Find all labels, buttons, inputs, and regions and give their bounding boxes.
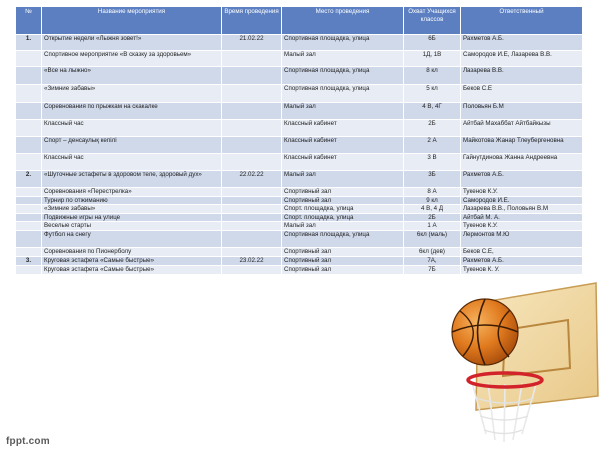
cell-date [222, 85, 282, 103]
table-row [16, 213, 583, 222]
cell-place: Спортивный зал [282, 188, 404, 197]
cell-date [222, 213, 282, 222]
cell-place: Спортивная площадка, улица [282, 35, 404, 51]
cell-coverage: 4 В, 4 Д [404, 205, 461, 214]
cell-date [222, 205, 282, 214]
cell-num [16, 51, 42, 67]
header-place: Место проведения [282, 7, 404, 35]
cell-responsible: Тукенов К. У. [461, 265, 583, 274]
cell-num [16, 67, 42, 85]
cell-num [16, 188, 42, 197]
table-row [16, 188, 583, 197]
table-row [16, 51, 583, 67]
table-body [16, 35, 583, 275]
cell-place: Спортивный зал [282, 247, 404, 256]
cell-num: 1. [16, 35, 42, 51]
cell-coverage: 1Д, 1В [404, 51, 461, 67]
cell-num [16, 196, 42, 205]
cell-place: Спортивная площадка, улица [282, 85, 404, 103]
cell-date [222, 230, 282, 247]
cell-coverage: 1 А [404, 222, 461, 231]
cell-date [222, 196, 282, 205]
cell-date [222, 67, 282, 85]
cell-responsible: Тукенов К.У. [461, 188, 583, 197]
cell-place: Классный кабинет [282, 154, 404, 171]
cell-num [16, 247, 42, 256]
cell-name: «Все на лыжно» [42, 67, 222, 85]
cell-coverage: 3 В [404, 154, 461, 171]
cell-name: Соревнования по Пионерболу [42, 247, 222, 256]
cell-coverage: 9 кл [404, 196, 461, 205]
cell-place: Спортивный зал [282, 256, 404, 265]
cell-num [16, 222, 42, 231]
table-row [16, 265, 583, 274]
table-row [16, 85, 583, 103]
table-row [16, 103, 583, 120]
cell-place: Спортивная площадка, улица [282, 230, 404, 247]
table-header-row [16, 7, 583, 35]
table-row [16, 120, 583, 137]
basketball-icon [452, 299, 518, 365]
cell-place: Классный кабинет [282, 137, 404, 154]
cell-date: 23.02.22 [222, 256, 282, 265]
cell-name: «Зимние забавы» [42, 85, 222, 103]
table-row [16, 222, 583, 231]
cell-num [16, 265, 42, 274]
cell-name: Веселые старты [42, 222, 222, 231]
cell-coverage: 8 кл [404, 67, 461, 85]
cell-coverage: 8 А [404, 188, 461, 197]
cell-coverage: 2Б [404, 120, 461, 137]
cell-num [16, 154, 42, 171]
cell-name: «Зимние забавы» [42, 205, 222, 214]
cell-name: Круговая эстафета «Самые быстрые» [42, 265, 222, 274]
cell-name: Спорт – денсаулық кепілі [42, 137, 222, 154]
table-row [16, 154, 583, 171]
cell-responsible: Гайнутдинова Жанна Андреевна [461, 154, 583, 171]
cell-responsible: Рахметов А.Б. [461, 35, 583, 51]
cell-date [222, 103, 282, 120]
header-date: Время проведения [222, 7, 282, 35]
cell-responsible: Рахметов А.Б. [461, 256, 583, 265]
events-table [15, 6, 583, 275]
cell-place: Классный кабинет [282, 120, 404, 137]
cell-coverage: 2 А [404, 137, 461, 154]
table-row [16, 137, 583, 154]
cell-date: 21.02.22 [222, 35, 282, 51]
table-row [16, 247, 583, 256]
cell-coverage: 3Б [404, 171, 461, 188]
cell-name: Соревнования «Перестрелка» [42, 188, 222, 197]
header-name: Название мероприятия [42, 7, 222, 35]
cell-date [222, 247, 282, 256]
cell-place: Малый зал [282, 103, 404, 120]
cell-coverage: 2Б [404, 213, 461, 222]
cell-responsible: Лермонтов М.Ю [461, 230, 583, 247]
cell-place: Малый зал [282, 51, 404, 67]
events-table-container [15, 6, 582, 275]
header-responsible: Ответственный [461, 7, 583, 35]
table-row [16, 230, 583, 247]
cell-place: Спортивная площадка, улица [282, 67, 404, 85]
cell-place: Спорт. площадка, улица [282, 205, 404, 214]
cell-name: Круговая эстафета «Самые быстрые» [42, 256, 222, 265]
cell-num [16, 205, 42, 214]
cell-date [222, 188, 282, 197]
cell-coverage: 6Б [404, 35, 461, 51]
header-coverage: Охват Учащихся классов [404, 7, 461, 35]
cell-place: Спорт. площадка, улица [282, 213, 404, 222]
cell-name: Соревнования по прыжкам на скакалке [42, 103, 222, 120]
cell-name: «Шуточные эстафеты в здоровом теле, здоровый дух» [42, 171, 222, 188]
cell-name: Турнир по отжиманию [42, 196, 222, 205]
table-row [16, 171, 583, 188]
cell-coverage: 7А, [404, 256, 461, 265]
cell-num [16, 137, 42, 154]
cell-date [222, 137, 282, 154]
cell-num [16, 230, 42, 247]
cell-num [16, 103, 42, 120]
cell-coverage: 4 В, 4Г [404, 103, 461, 120]
cell-place: Малый зал [282, 222, 404, 231]
cell-place: Спортивный зал [282, 196, 404, 205]
cell-responsible: Беков С.Е [461, 85, 583, 103]
cell-name: Спортивное мероприятие «В сказку за здоровьем» [42, 51, 222, 67]
cell-date [222, 120, 282, 137]
cell-responsible: Тукенов К.У. [461, 222, 583, 231]
cell-name: Классный час [42, 154, 222, 171]
cell-responsible: Беков С.Е, [461, 247, 583, 256]
cell-responsible: Лазарева В.В., Половьян В.М [461, 205, 583, 214]
cell-coverage: 5 кл [404, 85, 461, 103]
cell-num: 3. [16, 256, 42, 265]
cell-coverage: 6кл (маль) [404, 230, 461, 247]
cell-date [222, 154, 282, 171]
cell-name: Классный час [42, 120, 222, 137]
table-row [16, 196, 583, 205]
cell-responsible: Половьян Б.М [461, 103, 583, 120]
cell-responsible: Айтбай М. А. [461, 213, 583, 222]
table-row [16, 205, 583, 214]
cell-responsible: Самородов И.Е, Лазарева В.В. [461, 51, 583, 67]
table-row [16, 35, 583, 51]
cell-date [222, 51, 282, 67]
header-num: № [16, 7, 42, 35]
cell-date [222, 222, 282, 231]
cell-responsible: Самородов И.Е. [461, 196, 583, 205]
table-row [16, 67, 583, 85]
cell-num [16, 120, 42, 137]
table-row [16, 256, 583, 265]
cell-name: Футбол на снегу [42, 230, 222, 247]
cell-num [16, 213, 42, 222]
cell-coverage: 7Б [404, 265, 461, 274]
cell-place: Малый зал [282, 171, 404, 188]
cell-place: Спортивный зал [282, 265, 404, 274]
cell-num: 2. [16, 171, 42, 188]
cell-responsible: Айтбай Махаббат Айтбайкызы [461, 120, 583, 137]
cell-date: 22.02.22 [222, 171, 282, 188]
cell-coverage: 6кл (дев) [404, 247, 461, 256]
cell-date [222, 265, 282, 274]
cell-name: Открытие недели «Лыжня зовет!» [42, 35, 222, 51]
cell-responsible: Лазарева В.В. [461, 67, 583, 85]
cell-responsible: Майкотова Жанар Тлеубергеновна [461, 137, 583, 154]
cell-responsible: Рахметов А.Б. [461, 171, 583, 188]
cell-name: Подвижные игры на улице [42, 213, 222, 222]
cell-num [16, 85, 42, 103]
footer-brand: fppt.com [6, 436, 50, 447]
